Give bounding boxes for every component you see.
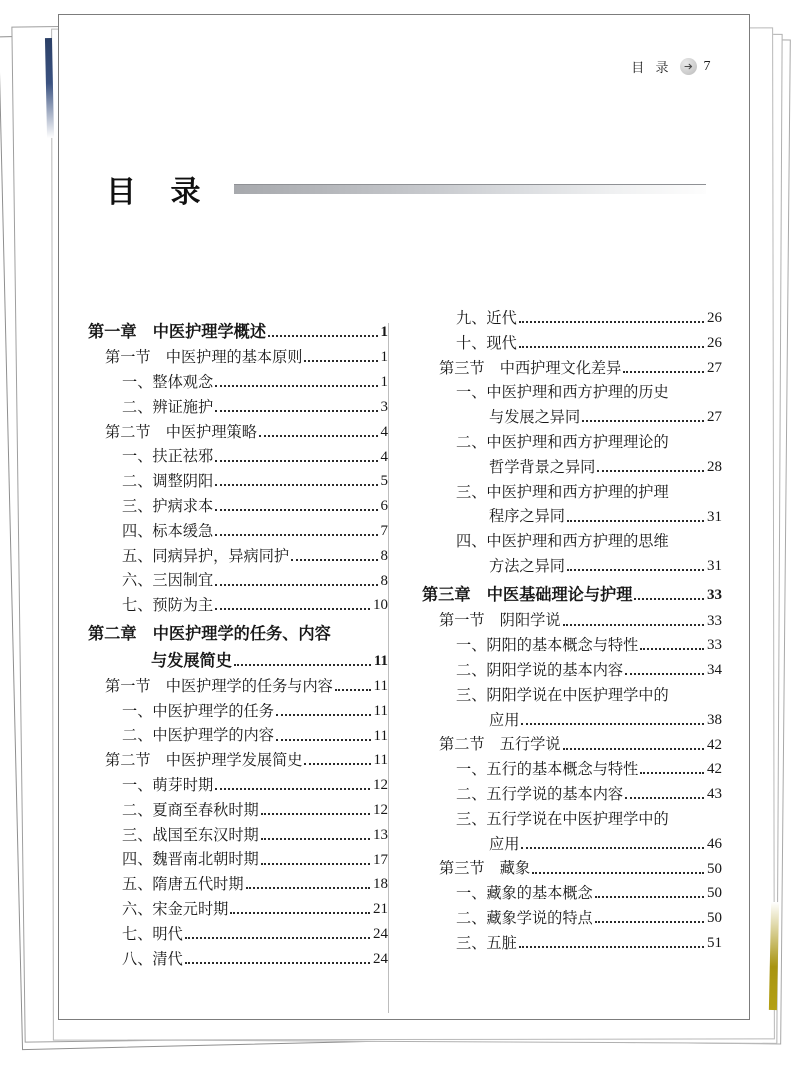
toc-entry-page-number: 5: [380, 473, 388, 490]
toc-leader-dots: [625, 672, 704, 675]
toc-leader-dots: [215, 607, 370, 610]
toc-leader-dots: [595, 920, 704, 923]
toc-entry-label: 应用: [489, 835, 520, 853]
toc-entry-page-number: 11: [373, 727, 388, 744]
toc-entry[interactable]: [88, 449, 388, 464]
toc-leader-dots: [671, 496, 720, 497]
toc-leader-dots: [521, 846, 704, 849]
toc-entry-label: 一、藏象的基本概念: [456, 885, 593, 903]
toc-entry[interactable]: [422, 587, 722, 603]
toc-leader-dots: [215, 459, 377, 462]
toc-leader-dots: [261, 862, 370, 865]
toc-entry[interactable]: [88, 499, 388, 514]
toc-leader-dots: [246, 886, 371, 889]
toc-entry-label: 二、辨证施护: [122, 398, 214, 416]
toc-leader-dots: [519, 945, 704, 948]
toc-leader-dots: [563, 747, 705, 750]
toc-leader-dots: [185, 936, 370, 939]
toc-leader-dots: [234, 663, 371, 666]
toc-entry[interactable]: [422, 638, 722, 653]
toc-entry-label: 五、隋唐五代时期: [122, 876, 244, 894]
toc-entry[interactable]: [88, 524, 388, 539]
toc-entry-label: 程序之异同: [489, 508, 565, 526]
toc-leader-dots: [276, 738, 371, 741]
toc-leader-dots: [519, 345, 704, 348]
toc-entry[interactable]: [422, 936, 722, 951]
toc-column-left: [88, 311, 388, 1013]
toc-entry-page-number: 4: [380, 448, 388, 465]
toc-entry-label: 哲学背景之异同: [489, 458, 596, 476]
toc-entry[interactable]: [422, 837, 722, 852]
toc-entry-page-number: 8: [380, 547, 388, 564]
toc-entry-label: 三、中医护理和西方护理的护理: [456, 483, 669, 501]
toc-entry-page-number: 46: [707, 835, 722, 852]
toc-entry-page-number: 34: [707, 662, 722, 679]
toc-entry-page-number: 24: [373, 925, 388, 942]
toc-leader-dots: [671, 699, 720, 700]
toc-entry-label: 第二节 五行学说: [439, 736, 561, 754]
arrow-right-icon: [680, 58, 697, 75]
toc-entry-page-number: 12: [373, 801, 388, 818]
toc-leader-dots: [567, 519, 704, 522]
toc-entry-label: 十、现代: [456, 334, 517, 352]
toc-entry-label: 一、中医护理学的任务: [122, 702, 274, 720]
toc-entry-label: 八、清代: [122, 950, 183, 968]
toc-entry-label: 二、阴阳学说的基本内容: [456, 661, 624, 679]
toc-entry-page-number: 3: [380, 399, 388, 415]
toc-entry-label: 四、魏晋南北朝时期: [122, 851, 259, 869]
toc-leader-dots: [640, 647, 704, 650]
toc-entry-label: 一、中医护理和西方护理的历史: [456, 384, 669, 402]
toc-entry[interactable]: [422, 713, 722, 728]
toc-entry[interactable]: [88, 877, 388, 892]
toc-leader-dots: [532, 871, 704, 874]
toc-entry-page-number: 33: [707, 587, 722, 604]
toc-entry-page-number: 26: [707, 310, 722, 327]
toc-leader-dots: [304, 359, 377, 362]
toc-entry-page-number: 50: [707, 910, 722, 927]
toc-entry-page-number: 27: [707, 409, 722, 426]
toc-entry-label: 方法之异同: [489, 557, 565, 575]
toc-entry[interactable]: [88, 828, 388, 843]
toc-entry-page-number: 8: [380, 572, 388, 589]
toc-entry-page-number: 27: [707, 359, 722, 376]
toc-leader-dots: [519, 320, 704, 323]
toc-entry-page-number: 13: [373, 826, 388, 843]
table-of-contents: [59, 311, 751, 1013]
toc-entry-label: 四、标本缓急: [122, 522, 214, 540]
toc-entry[interactable]: [422, 509, 722, 524]
toc-entry-label: 七、预防为主: [122, 597, 214, 615]
toc-entry[interactable]: [422, 534, 722, 549]
toc-entry[interactable]: [422, 861, 722, 876]
toc-entry[interactable]: [88, 927, 388, 942]
toc-entry-label: 与发展之异同: [489, 409, 581, 427]
toc-entry[interactable]: [88, 728, 388, 743]
running-head: [631, 57, 711, 76]
toc-entry-page-number: 26: [707, 335, 722, 351]
toc-entry-page-number: 51: [707, 934, 722, 951]
toc-entry[interactable]: [88, 375, 388, 390]
toc-entry-label: 二、夏商至春秋时期: [122, 801, 259, 819]
toc-leader-dots: [333, 639, 386, 640]
toc-entry[interactable]: [88, 902, 388, 917]
toc-entry[interactable]: [422, 812, 722, 827]
toc-page: [58, 14, 750, 1020]
title-gradient-rule: [234, 184, 706, 194]
toc-entry-label: 第二节 中医护理策略: [105, 423, 257, 441]
toc-entry-page-number: 17: [373, 851, 388, 868]
toc-leader-dots: [521, 722, 704, 725]
toc-entry-label: 一、萌芽时期: [122, 776, 214, 794]
toc-entry-label: 与发展简史: [151, 650, 232, 670]
toc-entry[interactable]: [88, 549, 388, 564]
toc-column-right: [422, 311, 722, 1013]
toc-entry[interactable]: [422, 787, 722, 802]
toc-entry-label: 第三节 藏象: [439, 860, 531, 878]
toc-entry[interactable]: [422, 762, 722, 777]
toc-entry-page-number: 31: [707, 508, 722, 525]
toc-entry-page-number: 12: [373, 777, 388, 794]
toc-entry-label: 二、调整阴阳: [122, 473, 214, 491]
toc-entry-label: 三、护病求本: [122, 497, 214, 515]
toc-leader-dots: [215, 583, 377, 586]
running-head-label: 目 录: [631, 60, 673, 75]
toc-leader-dots: [304, 762, 370, 765]
toc-entry[interactable]: [88, 474, 388, 489]
toc-leader-dots: [671, 823, 720, 824]
toc-entry-label: 二、中医护理和西方护理理论的: [456, 433, 669, 451]
toc-entry[interactable]: [422, 613, 722, 628]
toc-leader-dots: [185, 961, 370, 964]
toc-entry[interactable]: [422, 688, 722, 703]
toc-entry[interactable]: [422, 410, 722, 425]
toc-entry-label: 九、近代: [456, 310, 517, 327]
toc-entry[interactable]: [422, 559, 722, 574]
toc-entry[interactable]: [422, 311, 722, 326]
toc-entry-label: 应用: [489, 711, 520, 729]
toc-leader-dots: [215, 384, 377, 387]
toc-entry-page-number: 1: [380, 374, 388, 391]
toc-entry-label: 六、三因制宜: [122, 572, 214, 590]
toc-entry[interactable]: [88, 952, 388, 967]
running-head-page-number: 7: [703, 58, 711, 74]
toc-entry[interactable]: [88, 350, 388, 365]
toc-entry-page-number: 38: [707, 711, 722, 728]
toc-entry[interactable]: [88, 650, 388, 670]
toc-leader-dots: [595, 895, 704, 898]
toc-entry-page-number: 42: [707, 736, 722, 753]
toc-entry-page-number: 10: [373, 597, 388, 614]
toc-entry[interactable]: [422, 385, 722, 400]
toc-entry-label: 二、五行学说的基本内容: [456, 785, 624, 803]
page-title-row: [106, 167, 706, 211]
toc-entry[interactable]: [88, 679, 388, 694]
toc-entry[interactable]: [88, 425, 388, 440]
toc-entry-page-number: 11: [373, 702, 388, 719]
toc-entry-label: 二、中医护理学的内容: [122, 727, 274, 745]
toc-entry-page-number: 33: [707, 612, 722, 629]
toc-entry-label: 第一节 阴阳学说: [439, 612, 561, 630]
toc-entry[interactable]: [88, 324, 388, 340]
toc-leader-dots: [597, 469, 704, 472]
toc-entry[interactable]: [88, 626, 388, 642]
toc-entry-label: 一、五行的基本概念与特性: [456, 761, 639, 779]
toc-leader-dots: [215, 508, 377, 511]
toc-leader-dots: [215, 409, 377, 412]
toc-leader-dots: [563, 623, 705, 626]
toc-entry-label: 第一节 中医护理的基本原则: [105, 349, 303, 367]
toc-leader-dots: [634, 597, 704, 600]
toc-entry-label: 三、五脏: [456, 934, 517, 952]
toc-leader-dots: [261, 812, 370, 815]
toc-entry-label: 第一章 中医护理学概述: [88, 322, 267, 341]
toc-entry-label: 五、同病异护，异病同护: [122, 547, 290, 565]
toc-entry-page-number: 50: [707, 860, 722, 877]
toc-entry[interactable]: [422, 485, 722, 500]
toc-entry[interactable]: [88, 753, 388, 768]
toc-entry-page-number: 6: [380, 498, 388, 515]
toc-leader-dots: [671, 446, 720, 447]
toc-leader-dots: [582, 419, 704, 422]
toc-entry-label: 一、阴阳的基本概念与特性: [456, 637, 639, 655]
toc-leader-dots: [640, 771, 704, 774]
toc-leader-dots: [671, 545, 720, 546]
toc-entry[interactable]: [422, 886, 722, 901]
toc-entry[interactable]: [422, 663, 722, 678]
toc-entry-label: 一、整体观念: [122, 374, 214, 391]
toc-entry[interactable]: [88, 803, 388, 818]
toc-entry-page-number: 21: [373, 901, 388, 918]
toc-entry[interactable]: [422, 737, 722, 752]
toc-entry-page-number: 33: [707, 637, 722, 654]
toc-entry-page-number: 7: [380, 522, 388, 539]
toc-leader-dots: [215, 787, 370, 790]
toc-entry[interactable]: [88, 400, 388, 415]
toc-leader-dots: [259, 434, 378, 437]
toc-leader-dots: [335, 688, 371, 691]
toc-entry-label: 第二章 中医护理学的任务、内容: [88, 624, 331, 644]
toc-entry-page-number: 28: [707, 458, 722, 475]
toc-entry[interactable]: [88, 778, 388, 793]
page-title: 目 录: [106, 175, 213, 210]
toc-entry-label: 第三节 中西护理文化差异: [439, 359, 622, 377]
toc-entry[interactable]: [88, 704, 388, 719]
toc-entry-page-number: 50: [707, 885, 722, 902]
toc-entry[interactable]: [422, 460, 722, 475]
toc-entry[interactable]: [88, 598, 388, 613]
toc-entry-label: 三、战国至东汉时期: [122, 826, 259, 844]
toc-leader-dots: [230, 911, 370, 914]
toc-entry-label: 第二节 中医护理学发展简史: [105, 752, 303, 770]
toc-entry-page-number: 1: [380, 324, 388, 341]
toc-column-divider: [388, 323, 389, 1013]
toc-entry-page-number: 24: [373, 950, 388, 967]
toc-entry-label: 四、中医护理和西方护理的思维: [456, 533, 669, 551]
toc-entry-page-number: 11: [373, 677, 388, 694]
toc-entry-label: 一、扶正祛邪: [122, 448, 214, 466]
toc-entry-label: 三、五行学说在中医护理学中的: [456, 810, 669, 828]
toc-entry[interactable]: [422, 911, 722, 926]
toc-leader-dots: [567, 568, 704, 571]
toc-leader-dots: [276, 713, 371, 716]
toc-leader-dots: [623, 370, 704, 373]
toc-entry-page-number: 42: [707, 761, 722, 778]
toc-leader-dots: [261, 837, 370, 840]
toc-entry[interactable]: [88, 852, 388, 867]
toc-entry-page-number: 11: [373, 752, 388, 769]
toc-entry[interactable]: [422, 435, 722, 450]
toc-entry-label: 三、阴阳学说在中医护理学中的: [456, 686, 669, 704]
toc-entry-page-number: 43: [707, 786, 722, 803]
toc-entry-label: 六、宋金元时期: [122, 900, 229, 918]
toc-leader-dots: [268, 334, 377, 337]
toc-entry-page-number: 18: [373, 876, 388, 893]
toc-entry-label: 七、明代: [122, 925, 183, 943]
toc-entry-label: 第一节 中医护理学的任务与内容: [105, 677, 333, 695]
toc-entry-label: 二、藏象学说的特点: [456, 909, 593, 927]
toc-leader-dots: [215, 533, 377, 536]
toc-leader-dots: [625, 796, 704, 799]
toc-leader-dots: [671, 397, 720, 398]
toc-entry[interactable]: [422, 361, 722, 376]
toc-entry-page-number: 4: [380, 423, 388, 440]
toc-entry-page-number: 11: [373, 652, 388, 669]
toc-entry-label: 第三章 中医基础理论与护理: [422, 585, 633, 605]
toc-entry-page-number: 31: [707, 558, 722, 575]
toc-entry-page-number: 1: [380, 349, 388, 366]
toc-leader-dots: [215, 483, 377, 486]
toc-leader-dots: [291, 558, 377, 561]
toc-entry[interactable]: [422, 336, 722, 351]
toc-entry[interactable]: [88, 573, 388, 588]
